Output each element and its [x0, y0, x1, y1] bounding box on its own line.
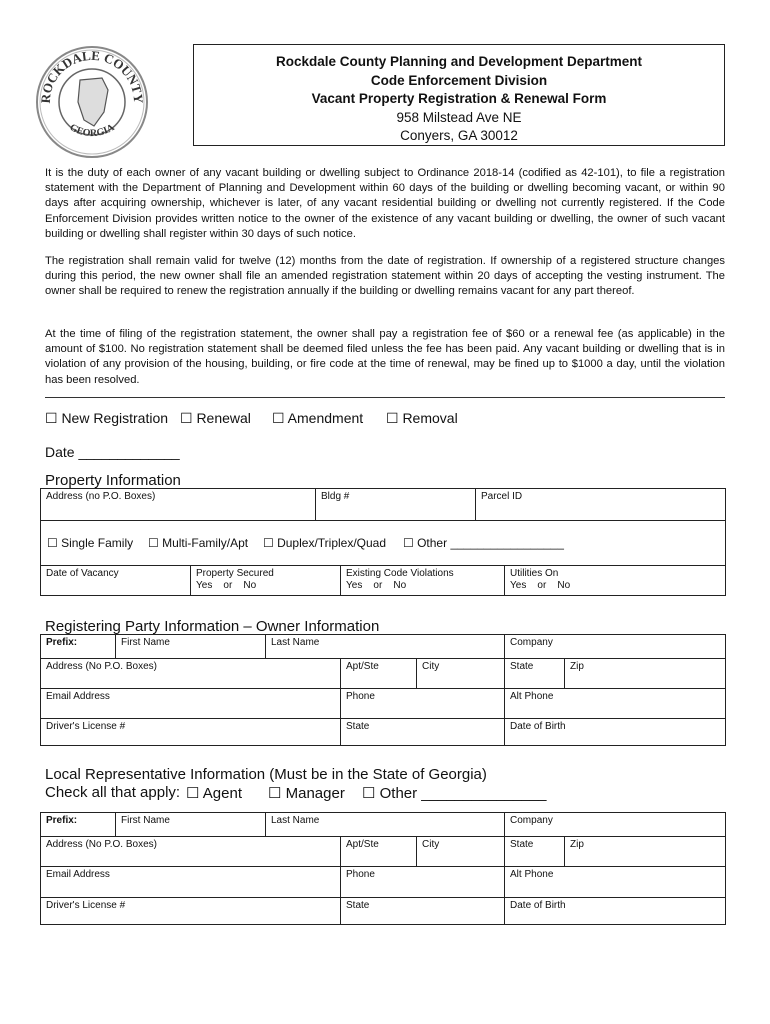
local-rep-role-row — [0, 784, 770, 804]
manager-checkbox[interactable]: ☐ Manager — [268, 785, 345, 802]
seal-bottom-text: GEORGIA — [67, 122, 117, 140]
amendment-checkbox[interactable]: ☐ Amendment — [272, 410, 364, 426]
county-seal — [32, 40, 152, 160]
owner-info-title: Registering Party Information – Owner Information — [45, 618, 380, 635]
duplex-checkbox[interactable]: ☐ Duplex/Triplex/Quad — [263, 536, 387, 550]
paragraph-fees: At the time of filing of the registration statement, the owner shall pay a registration fee of $60 or a renewal fee (as applicable) in the amount of $100. No registration statement shall be deemed filed unless the fee has been paid. Any vacant building or dwelling that is in violation of any provision of the housing, building, or fire code at the time of renewal, may be fined up to $1000 a day, until the violation has been resolved. — [45, 328, 725, 386]
owner-phone-field[interactable]: Phone — [341, 689, 505, 719]
code-violations-yes-no[interactable]: Yes or No — [346, 580, 407, 591]
owner-prefix-field[interactable]: Prefix: — [41, 635, 116, 659]
rep-city-field[interactable]: City — [417, 837, 505, 867]
header-street: 958 Milstead Ave NE — [396, 109, 522, 125]
date-of-vacancy-field[interactable]: Date of Vacancy — [41, 566, 191, 596]
date-field[interactable]: Date _____________ — [45, 444, 180, 460]
rep-apt-field[interactable]: Apt/Ste — [341, 837, 417, 867]
local-rep-table — [40, 812, 726, 925]
parcel-id-field[interactable]: Parcel ID — [476, 489, 726, 521]
rep-last-name-field[interactable]: Last Name — [266, 813, 505, 837]
owner-apt-field[interactable]: Apt/Ste — [341, 659, 417, 689]
rep-dob-field[interactable]: Date of Birth — [505, 898, 726, 925]
rep-first-name-field[interactable]: First Name — [116, 813, 266, 837]
owner-state-field[interactable]: State — [505, 659, 565, 689]
other-type-checkbox[interactable]: ☐ Other _________________ — [403, 536, 564, 550]
rep-prefix-field[interactable]: Prefix: — [41, 813, 116, 837]
check-all-label: Check all that apply: — [45, 784, 181, 801]
header-form-title: Vacant Property Registration & Renewal Form — [311, 91, 607, 106]
owner-email-field[interactable]: Email Address — [41, 689, 341, 719]
rep-address-field[interactable]: Address (No P.O. Boxes) — [41, 837, 341, 867]
owner-alt-phone-field[interactable]: Alt Phone — [505, 689, 726, 719]
rep-alt-phone-field[interactable]: Alt Phone — [505, 867, 726, 898]
new-registration-checkbox[interactable]: ☐ New Registration — [45, 410, 169, 426]
renewal-checkbox[interactable]: ☐ Renewal — [180, 410, 251, 426]
property-info-title: Property Information — [45, 472, 181, 489]
property-secured-yes-no[interactable]: Yes or No — [196, 580, 257, 591]
rep-license-field[interactable]: Driver's License # — [41, 898, 341, 925]
property-secured-field[interactable] — [191, 566, 341, 596]
property-status-table — [40, 565, 726, 596]
owner-dob-field[interactable]: Date of Birth — [505, 719, 726, 746]
owner-table — [40, 634, 726, 746]
seal-top-text: ROCKDALE COUNTY — [37, 47, 147, 104]
rep-email-field[interactable]: Email Address — [41, 867, 341, 898]
utilities-on-yes-no[interactable]: Yes or No — [510, 580, 571, 591]
header-department: Rockdale County Planning and Development Department — [275, 54, 643, 69]
multi-family-checkbox[interactable]: ☐ Multi-Family/Apt — [148, 536, 249, 550]
registration-type-row — [0, 410, 770, 430]
utilities-on-label: Utilities On — [510, 568, 559, 579]
owner-company-field[interactable]: Company — [505, 635, 726, 659]
owner-license-field[interactable]: Driver's License # — [41, 719, 341, 746]
header-box — [193, 44, 725, 146]
property-table — [40, 488, 726, 566]
code-violations-field[interactable] — [341, 566, 505, 596]
bldg-number-field[interactable]: Bldg # — [316, 489, 476, 521]
owner-city-field[interactable]: City — [417, 659, 505, 689]
owner-zip-field[interactable]: Zip — [565, 659, 726, 689]
single-family-checkbox[interactable]: ☐ Single Family — [47, 536, 134, 550]
owner-license-state-field[interactable]: State — [341, 719, 505, 746]
header-city: Conyers, GA 30012 — [400, 128, 518, 143]
removal-checkbox[interactable]: ☐ Removal — [386, 410, 458, 426]
divider — [45, 397, 725, 398]
rep-license-state-field[interactable]: State — [341, 898, 505, 925]
paragraph-validity: The registration shall remain valid for twelve (12) months from the date of registration. If ownership of a registered structure changes during this period, the new owner shall file an amended registration statement within 20 days of accepting the vesting instrument. The owner shall be required to renew the registration annually if the building or dwelling remains vacant for any part thereof. — [45, 255, 725, 298]
rep-zip-field[interactable]: Zip — [565, 837, 726, 867]
property-secured-label: Property Secured — [196, 568, 274, 579]
header-division: Code Enforcement Division — [370, 72, 548, 88]
local-rep-title: Local Representative Information (Must be in the State of Georgia) — [45, 766, 487, 783]
utilities-on-field[interactable] — [505, 566, 726, 596]
rep-state-field[interactable]: State — [505, 837, 565, 867]
owner-first-name-field[interactable]: First Name — [116, 635, 266, 659]
other-role-checkbox[interactable]: ☐ Other _______________ — [362, 785, 547, 802]
owner-last-name-field[interactable]: Last Name — [266, 635, 505, 659]
county-map-icon — [78, 78, 108, 126]
rep-company-field[interactable]: Company — [505, 813, 726, 837]
paragraph-duty: It is the duty of each owner of any vacant building or dwelling subject to Ordinance 2018-14 (codified as 42-101), to file a registration statement with the Department of Planning and Development within 60 days of the building or dwelling becoming vacant, or within 90 days after acquiring ownership, whichever is later, of any vacant residential building or dwelling not currently registered. If the Code Enforcement Division provides written notice to the owner of the existence of any vacant building or dwelling, the owner of such vacant building or dwelling shall register within 30 days of such notice. — [45, 167, 725, 240]
owner-address-field[interactable]: Address (No P.O. Boxes) — [41, 659, 341, 689]
property-address-field[interactable]: Address (no P.O. Boxes) — [41, 489, 316, 521]
agent-checkbox[interactable]: ☐ Agent — [186, 785, 242, 802]
code-violations-label: Existing Code Violations — [346, 568, 454, 579]
rep-phone-field[interactable]: Phone — [341, 867, 505, 898]
